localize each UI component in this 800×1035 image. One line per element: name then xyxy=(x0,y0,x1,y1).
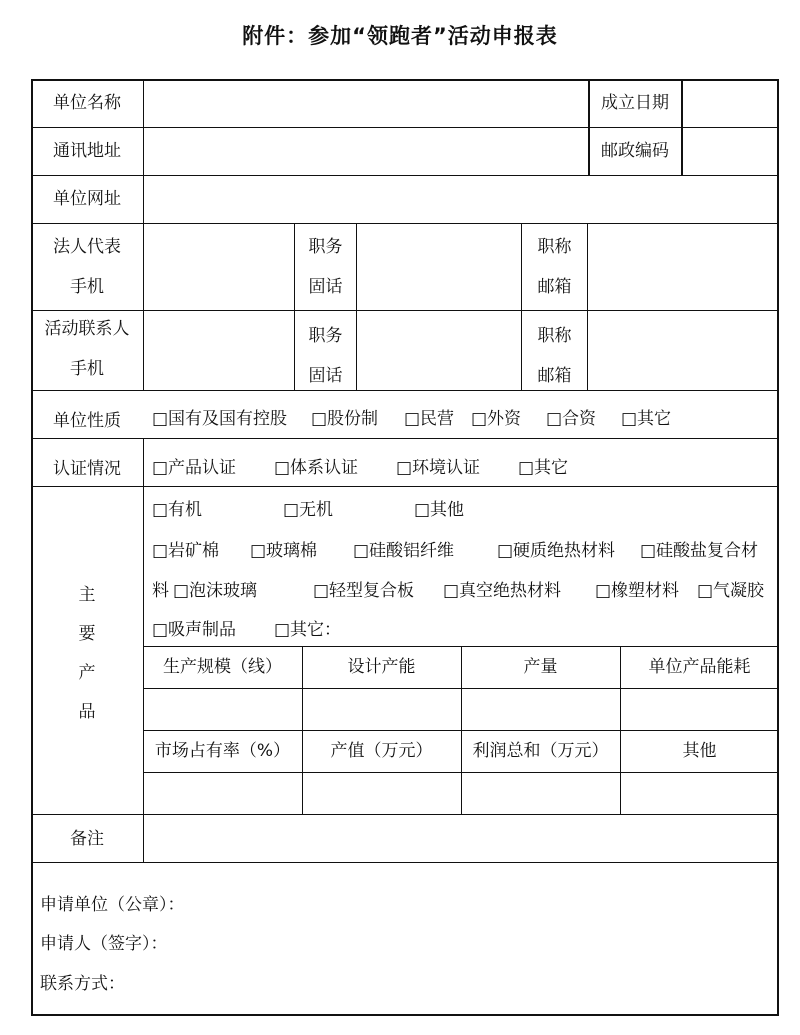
checkbox-aluminum-silicate-fiber[interactable]: □硅酸铝纤维 xyxy=(353,541,455,561)
landline-label: 固话 xyxy=(308,277,343,297)
checkbox-other-class[interactable]: □其他 xyxy=(414,500,465,520)
checkbox-silicate-composite[interactable]: □硅酸盐复合材 xyxy=(640,541,759,561)
checkbox-private[interactable]: □民营 xyxy=(404,409,455,429)
landline-label: 固话 xyxy=(308,366,343,386)
certification-label: 认证情况 xyxy=(53,459,121,479)
website-label: 单位网址 xyxy=(53,189,121,209)
checkbox-lightweight-composite[interactable]: □轻型复合板 xyxy=(313,581,415,601)
position-label: 职务 xyxy=(308,237,343,257)
checkbox-joint-venture[interactable]: □合资 xyxy=(546,409,597,429)
address-label: 通讯地址 xyxy=(53,141,121,161)
title-rank-field[interactable] xyxy=(588,223,779,266)
output-header: 产量 xyxy=(523,657,558,677)
production-scale-header: 生产规模（线） xyxy=(163,657,282,677)
other-header: 其他 xyxy=(682,741,717,761)
unit-name-field[interactable] xyxy=(144,79,588,127)
remarks-label: 备注 xyxy=(70,829,104,849)
postcode-label: 邮政编码 xyxy=(601,141,669,161)
unit-energy-field[interactable] xyxy=(621,689,779,730)
email-label: 邮箱 xyxy=(537,277,572,297)
applicant-label: 申请人（签字）： xyxy=(40,934,168,954)
checkbox-aerogel[interactable]: □气凝胶 xyxy=(697,581,765,601)
checkbox-joint-stock[interactable]: □股份制 xyxy=(311,409,379,429)
checkbox-rubber-plastic[interactable]: □橡塑材料 xyxy=(595,581,680,601)
checkbox-other-cert[interactable]: □其它 xyxy=(518,458,569,478)
contact-person-label: 活动联系人 xyxy=(44,319,130,339)
mobile-label: 手机 xyxy=(70,277,104,297)
other-field[interactable] xyxy=(621,773,779,814)
main-products-char: 品 xyxy=(78,702,96,722)
checkbox-foam-glass[interactable]: □泡沫玻璃 xyxy=(173,581,258,601)
output-field[interactable] xyxy=(462,689,620,730)
main-products-char: 主 xyxy=(78,585,96,605)
address-field[interactable] xyxy=(144,127,588,175)
website-field[interactable] xyxy=(144,175,779,223)
row-line xyxy=(31,390,779,391)
title-rank-label: 职称 xyxy=(537,237,572,257)
main-products-char: 要 xyxy=(78,624,96,644)
design-capacity-header: 设计产能 xyxy=(347,657,416,677)
contact-info-label: 联系方式： xyxy=(40,974,125,994)
checkbox-environment-cert[interactable]: □环境认证 xyxy=(396,458,481,478)
checkbox-inorganic[interactable]: □无机 xyxy=(283,500,334,520)
mobile-label: 手机 xyxy=(70,359,104,379)
checkbox-other-material[interactable]: □其它： xyxy=(274,620,342,640)
checkbox-state-owned[interactable]: □国有及国有控股 xyxy=(152,409,288,429)
form-title: 附件：参加“领跑者”活动申报表 xyxy=(242,24,558,48)
title-rank-label: 职称 xyxy=(537,326,572,346)
checkbox-vacuum-insulation[interactable]: □真空绝热材料 xyxy=(443,581,562,601)
position-label: 职务 xyxy=(308,326,343,346)
legal-rep-field[interactable] xyxy=(144,223,294,266)
checkbox-rigid-insulation[interactable]: □硬质绝热材料 xyxy=(497,541,616,561)
position-field[interactable] xyxy=(357,223,521,266)
checkbox-acoustic[interactable]: □吸声制品 xyxy=(152,620,237,640)
checkbox-foreign[interactable]: □外资 xyxy=(471,409,522,429)
unit-energy-header: 单位产品能耗 xyxy=(648,657,751,677)
output-value-field[interactable] xyxy=(303,773,461,814)
total-profit-field[interactable] xyxy=(462,773,620,814)
founded-date-label: 成立日期 xyxy=(601,93,669,113)
postcode-field[interactable] xyxy=(683,127,779,175)
founded-date-field[interactable] xyxy=(683,79,779,127)
market-share-field[interactable] xyxy=(144,773,302,814)
row-line xyxy=(31,862,779,863)
checkbox-other-nature[interactable]: □其它 xyxy=(621,409,672,429)
design-capacity-field[interactable] xyxy=(303,689,461,730)
application-form xyxy=(31,79,779,1016)
market-share-header: 市场占有率（%） xyxy=(154,741,291,761)
legal-rep-label: 法人代表 xyxy=(53,237,121,257)
applicant-unit-label: 申请单位（公章）： xyxy=(40,895,185,915)
total-profit-header: 利润总和（万元） xyxy=(472,741,609,761)
unit-name-label: 单位名称 xyxy=(53,93,121,113)
checkbox-system-cert[interactable]: □体系认证 xyxy=(274,458,359,478)
main-products-char: 产 xyxy=(78,663,96,683)
checkbox-rock-wool[interactable]: □岩矿棉 xyxy=(152,541,220,561)
unit-nature-label: 单位性质 xyxy=(53,411,121,431)
material-wrap-text: 料 xyxy=(152,581,169,601)
output-value-header: 产值（万元） xyxy=(330,741,433,761)
checkbox-organic[interactable]: □有机 xyxy=(152,500,203,520)
main-products-label xyxy=(31,576,143,732)
checkbox-glass-wool[interactable]: □玻璃棉 xyxy=(250,541,318,561)
checkbox-product-cert[interactable]: □产品认证 xyxy=(152,458,237,478)
production-scale-field[interactable] xyxy=(144,689,302,730)
remarks-field[interactable] xyxy=(144,815,779,862)
email-label: 邮箱 xyxy=(537,366,572,386)
